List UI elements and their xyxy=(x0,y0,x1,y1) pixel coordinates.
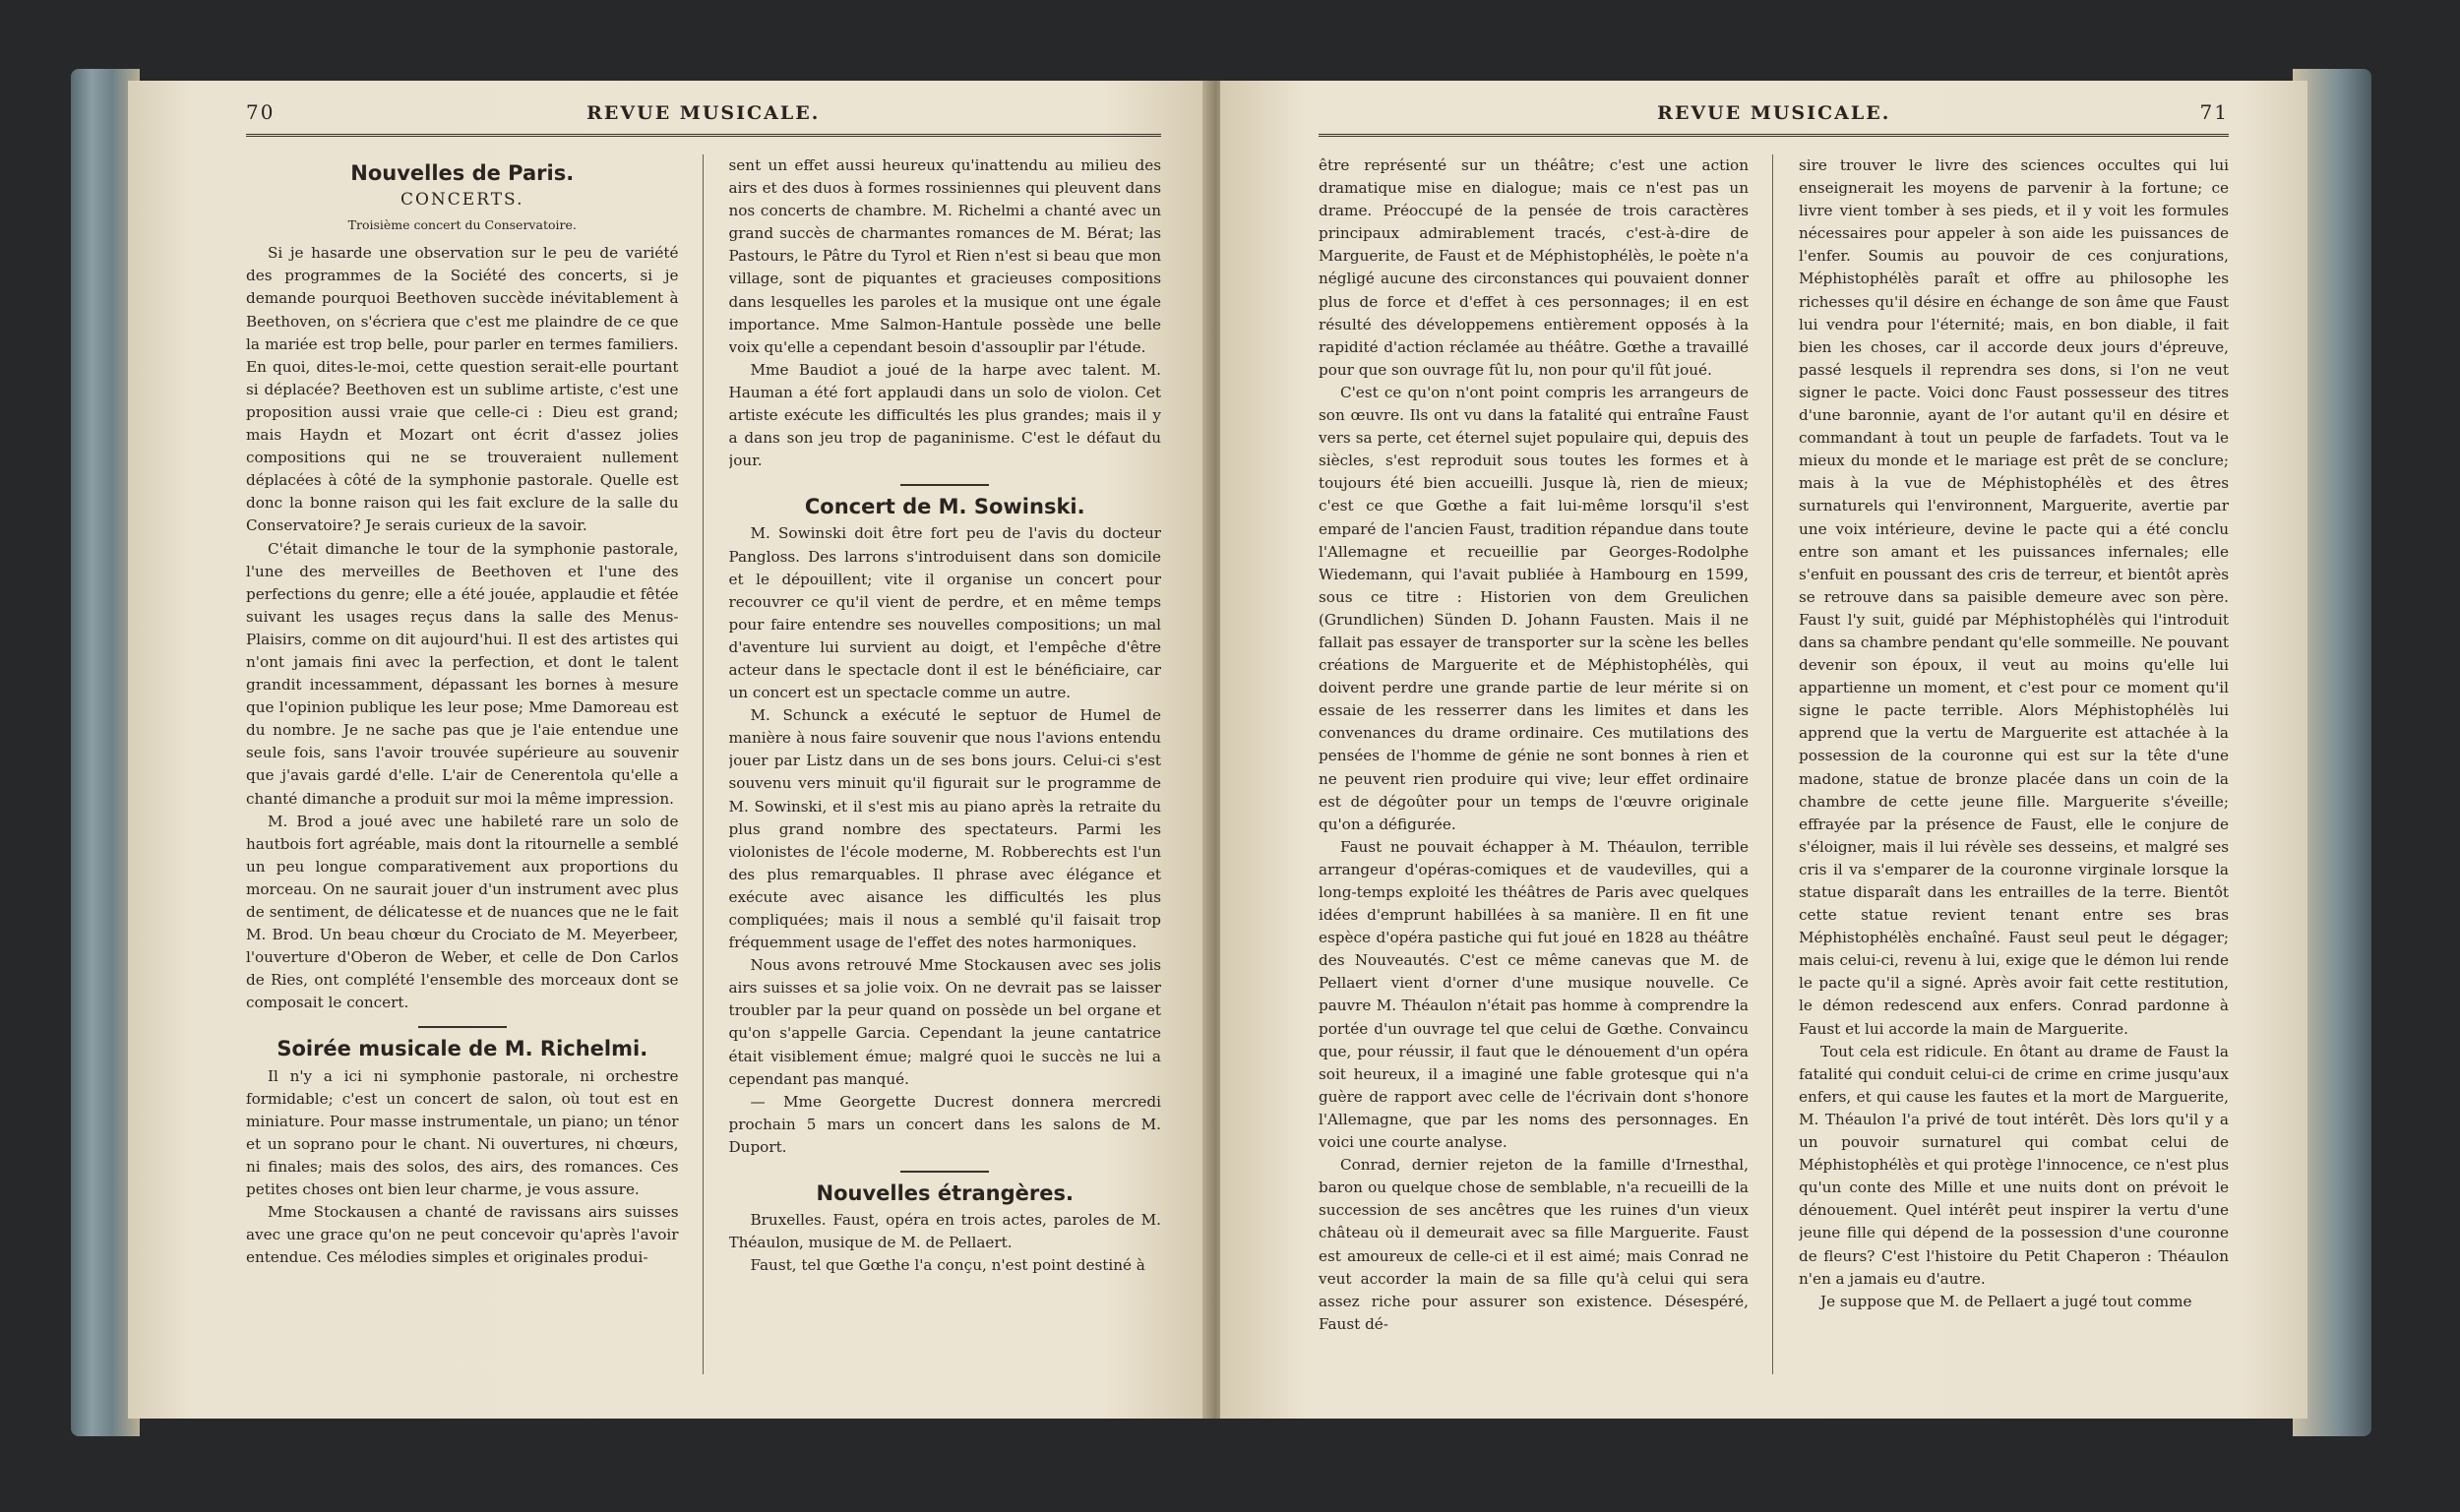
paragraph: M. Brod a joué avec une habileté rare un solo de hautbois fort agréable, mais dont la ritournelle a semblé un peu longue comparativement aux proportions du morceau. On ne saurait jouer d'un instrument avec plus de sentiment, de délicatesse et de nuances que ne le fait M. Brod. Un beau chœur du Crociato de M. Meyerbeer, l'ouverture d'Oberon de Weber, et celle de Don Carlos de Ries, ont complété l'ensemble des morceaux dont se composait le concert. xyxy=(246,812,679,1012)
paragraph: sire trouver le livre des sciences occultes qui lui enseignerait les moyens de parvenir à la fortune; ce livre vient tomber à ses pieds, et il y voit les formules nécessaires pour appeler à son aide les puissances de l'enfer. Soumis au pouvoir de ces conjurations, Méphistophélès paraît et offre au philosophe les richesses qu'il désire en échange de son âme que Faust lui vendra pour l'éternité; mais, en bon diable, il fait bien les choses, car il accorde deux jours d'épreuve, passé lesquels il reprendra ses dons, si l'on ne veut signer le pacte. Voici donc Faust possesseur des titres d'une baronnie, ayant de l'or autant qu'il en désire et commandant à tout un peuple de farfadets. Tout va le mieux du monde et le mariage est prêt de se conclure; mais à la vue de Méphistophélès et des êtres surnaturels qui l'environnent, Marguerite, avertie par une voix intérieure, devine le pacte qui a été conclu entre son amant et les puissances infernales; elle s'enfuit en poussant des cris de terreur, et bientôt après se retrouve dans sa paisible demeure avec son père. Faust l'y suit, guidé par Méphistophélès qui l'introduit dans sa chambre pendant qu'elle sommeille. Ne pouvant devenir son époux, il veut au moins qu'elle lui appartienne un moment, et c'est pour ce moment qu'il signe le pacte terrible. Alors Méphistophélès lui apprend que la vertu de Marguerite est attachée à la possession de la couronne qui est sur la tête d'une madone, statue de bronze placée dans un coin de la chambre de cette jeune fille. Marguerite s'éveille; effrayée par la présence de Faust, elle le conjure de s'éloigner, mais il lui révèle ses desseins, et malgré ses cris il va s'emparer de la couronne virginale lorsque la statue disparaît dans les entrailles de la terre. Bientôt cette statue revient tenant entre ses bras Méphistophélès enchaîné. Faust seul peut le dégager; mais celui-ci, revenu à lui, exige que le démon lui rende le pacte qu'il a signé. Après avoir fait cette restitution, le démon redescend aux enfers. Conrad pardonne à Faust et lui accorde la main de Marguerite. xyxy=(1799,156,2229,1038)
section-separator xyxy=(900,484,989,486)
paragraph: Bruxelles. Faust, opéra en trois actes, paroles de M. Théaulon, musique de M. de Pellaert. xyxy=(728,1211,1161,1252)
running-head-left xyxy=(246,100,1161,137)
section-heading: Nouvelles étrangères. xyxy=(816,1181,1074,1206)
paragraph: — Mme Georgette Ducrest donnera mercredi prochain 5 mars un concert dans les salons de M. Duport. xyxy=(728,1092,1161,1156)
paragraph: sent un effet aussi heureux qu'inattendu au milieu des airs et des duos à formes rossiniennes qui pleuvent dans nos concerts de chambre. M. Richelmi a chanté avec un grand succès de charmantes romances de M. Bérat; las Pastours, le Pâtre du Tyrol et Rien n'est si beau que mon village, sont de piquantes et gracieuses compositions dans lesquelles les paroles et la musique ont une égale importance. Mme Salmon-Hantule possède une belle voix qu'elle a cependant besoin d'assouplir par l'étude. xyxy=(728,156,1161,356)
running-head-right xyxy=(1319,100,2229,137)
right-column-1 xyxy=(1319,154,1773,1374)
paragraph: Il n'y a ici ni symphonie pastorale, ni orchestre formidable; c'est un concert de salon, où tout est en miniature. Pour masse instrumentale, un piano; un ténor et un soprano pour le chant. Ni ouvertures, ni chœurs, ni finales; mais des solos, des airs, des romances. Ces petites choses ont bien leur charme, je vous assure. xyxy=(246,1066,679,1199)
running-title: REVUE MUSICALE. xyxy=(1657,102,1891,124)
paragraph: Mme Baudiot a joué de la harpe avec talent. M. Hauman a été fort applaudi dans un solo de violon. Cet artiste exécute les difficultés les plus grandes; mais il y a dans son jeu trop de paganinisme. C'est le défaut du jour. xyxy=(728,360,1161,470)
section-separator xyxy=(418,1026,507,1028)
right-page-columns xyxy=(1319,154,2229,1374)
left-column-1 xyxy=(246,154,704,1374)
page-number: 70 xyxy=(246,100,276,124)
right-page xyxy=(1220,81,2307,1419)
paragraph: Faust, tel que Gœthe l'a conçu, n'est point destiné à xyxy=(750,1256,1145,1275)
section-heading: Soirée musicale de M. Richelmi. xyxy=(277,1037,648,1061)
paragraph: Tout cela est ridicule. En ôtant au drame de Faust la fatalité qui conduit celui-ci de crime en crime jusqu'aux enfers, et qui cause les fautes et la mort de Marguerite, M. Théaulon l'a privé de tout intérêt. Dès lors qu'il y a un pouvoir surnaturel qui combat celui de Méphistophélès et qui protège l'innocence, ce n'est plus qu'un conte des Mille et une nuits dont on prévoit le dénouement. Quel intérêt peut inspirer la vertu d'une jeune fille qui dépend de la possession d'une couronne de fleurs? C'est l'histoire du Petit Chaperon : Théaulon n'en a jamais eu d'autre. xyxy=(1799,1042,2229,1288)
running-title: REVUE MUSICALE. xyxy=(586,102,821,124)
section-heading: Concert de M. Sowinski. xyxy=(804,495,1085,519)
section-heading: Nouvelles de Paris. xyxy=(350,161,575,185)
section-subtitle: Troisième concert du Conservatoire. xyxy=(347,217,577,233)
paragraph: M. Schunck a exécuté le septuor de Humel de manière à nous faire souvenir que nous l'avions entendu jouer par Listz dans un de ses bons jours. Celui-ci s'est souvenu vers minuit qu'il figurait sur le programme de M. Sowinski, et il s'est mis au piano après la retraite du plus grand nombre des spectateurs. Parmi les violonistes de l'école moderne, M. Robberechts est l'un des plus remarquables. Il phrase avec élégance et exécute avec aisance les difficultés les plus compliquées; mais il nous a semblé qu'il faisait trop fréquemment usage de l'effet des notes harmoniques. xyxy=(728,706,1161,952)
page-number: 71 xyxy=(2199,100,2229,124)
paragraph: Mme Stockausen a chanté de ravissans airs suisses avec une grace qu'on ne peut concevoir qu'après l'avoir entendue. Ces mélodies simples et originales produi- xyxy=(246,1203,679,1267)
left-column-2 xyxy=(729,154,1162,1374)
paragraph: être représenté sur un théâtre; c'est une action dramatique mise en dialogue; mais ce n'est pas un drame. Préoccupé de la pensée de trois caractères principaux admirablement tracés, c'est-à-dire de Marguerite, de Faust et de Méphistophélès, le poète n'a négligé aucune des circonstances qui pouvaient donner plus de force et d'effet à ces personnages; il en est résulté des développemens entièrement opposés à la rapidité d'action réclamée au théâtre. Gœthe a travaillé pour que son ouvrage fût lu, non pour qu'il fût joué. xyxy=(1319,156,1749,379)
left-page xyxy=(128,81,1210,1419)
paragraph: M. Sowinski doit être fort peu de l'avis du docteur Pangloss. Des larrons s'introduisent dans son domicile et le dépouillent; vite il organise un concert pour recouvrer ce qu'il vient de perdre, et en même temps pour faire entendre ses nouvelles compositions; un mal d'aventure lui survient au doigt, et l'empêche d'être acteur dans le spectacle dont il est le bénéficiaire, car un concert est un spectacle comme un autre. xyxy=(728,524,1161,702)
section-subheading: CONCERTS. xyxy=(400,190,524,211)
paragraph: Je suppose que M. de Pellaert a jugé tout comme xyxy=(1820,1292,2192,1310)
paragraph: Faust ne pouvait échapper à M. Théaulon, terrible arrangeur d'opéras-comiques et de vaudevilles, qui a long-temps exploité les théâtres de Paris avec quelques idées d'emprunt habillées à sa manière. Il en fit une espèce d'opéra pastiche qui fut joué en 1828 au théâtre des Nouveautés. C'est ce même canevas que M. de Pellaert vient d'orner d'une musique nouvelle. Ce pauvre M. Théaulon n'était pas homme à comprendre la portée d'un ouvrage tel que celui de Gœthe. Convaincu que, pour réussir, il faut que le dénouement d'un opéra soit heureux, il a imaginé une fable grotesque qui n'a guère de rapport avec celle de l'écrivain dont s'honore l'Allemagne, que par les noms des personnages. En voici une courte analyse. xyxy=(1319,837,1749,1152)
paragraph: Si je hasarde une observation sur le peu de variété des programmes de la Société des concerts, si je demande pourquoi Beethoven succède inévitablement à Beethoven, on s'écriera que c'est me plaindre de ce que la mariée est trop belle, pour parler en termes familiers. En quoi, dites-le-moi, cette question serait-elle pourtant si déplacée? Beethoven est un sublime artiste, c'est une proposition aussi vraie que celle-ci : Dieu est grand; mais Haydn et Mozart ont écrit d'assez jolies compositions qui ne se trouveraient nullement déplacées à côté de la symphonie pastorale. Quelle est donc la bonne raison qui les fait exclure de la salle du Conservatoire? Je serais curieux de la savoir. xyxy=(246,244,679,535)
paragraph: Conrad, dernier rejeton de la famille d'Irnesthal, baron ou quelque chose de semblable, n'a recueilli de la succession de ses ancêtres que les ruines d'un vieux château où il demeurait avec sa fille Marguerite. Faust est amoureux de celle-ci et il est aimé; mais Conrad ne veut accorder la main de sa fille qu'à celui qui sera assez riche pour assurer son existence. Désespéré, Faust dé- xyxy=(1319,1156,1749,1333)
right-column-2 xyxy=(1799,154,2229,1374)
section-separator xyxy=(900,1171,989,1173)
paragraph: C'est ce qu'on n'ont point compris les arrangeurs de son œuvre. Ils ont vu dans la fatalité qui entraîne Faust vers sa perte, cet éternel sujet populaire qui, depuis des siècles, s'est reproduit sous toutes les formes et à toujours été bien accueilli. Jusque là, rien de mieux; c'est ce que Gœthe a fait lui-même lorsqu'il s'est emparé de l'ancien Faust, tradition répandue dans toute l'Allemagne et recueillie par Georges-Rodolphe Wiedemann, qui l'avait publiée à Hambourg en 1599, sous ce titre : Historien von dem Greulichen (Grundlichen) Sünden D. Johann Fausten. Mais il ne fallait pas essayer de transporter sur la scène les belles créations de Marguerite et de Méphistophélès, qui doivent perdre une grande partie de leur mérite si on essaie de les resserrer dans les limites et dans les convenances du drame ordinaire. Ces mutilations des pensées de l'homme de génie ne sont bonnes à rien et ne peuvent rien produire qui vive; leur effet ordinaire est de dégoûter pour un temps de l'œuvre originale qu'on a défigurée. xyxy=(1319,383,1749,833)
paragraph: Nous avons retrouvé Mme Stockausen avec ses jolis airs suisses et sa jolie voix. On ne devrait pas se laisser troubler par la peur quand on possède un bel organe et qu'on s'appelle Garcia. Cependant la jeune cantatrice était visiblement émue; malgré quoi le succès ne lui a cependant pas manqué. xyxy=(728,956,1161,1088)
paragraph: C'était dimanche le tour de la symphonie pastorale, l'une des merveilles de Beethoven et l'une des perfections du genre; elle a été jouée, applaudie et fêtée suivant les usages reçus dans la salle des Menus-Plaisirs, comme on dit aujourd'hui. Il est des artistes qui n'ont jamais fini avec la perfection, et dont le talent grandit incessamment, dépassant les bornes à mesure que l'opinion publique les leur pose; Mme Damoreau est du nombre. Je ne sache pas que je l'aie entendue une seule fois, sans l'avoir trouvée supérieure au souvenir que j'avais gardé d'elle. L'air de Cenerentola qu'elle a chanté dimanche a produit sur moi la même impression. xyxy=(246,539,679,808)
left-page-columns xyxy=(246,154,1161,1374)
